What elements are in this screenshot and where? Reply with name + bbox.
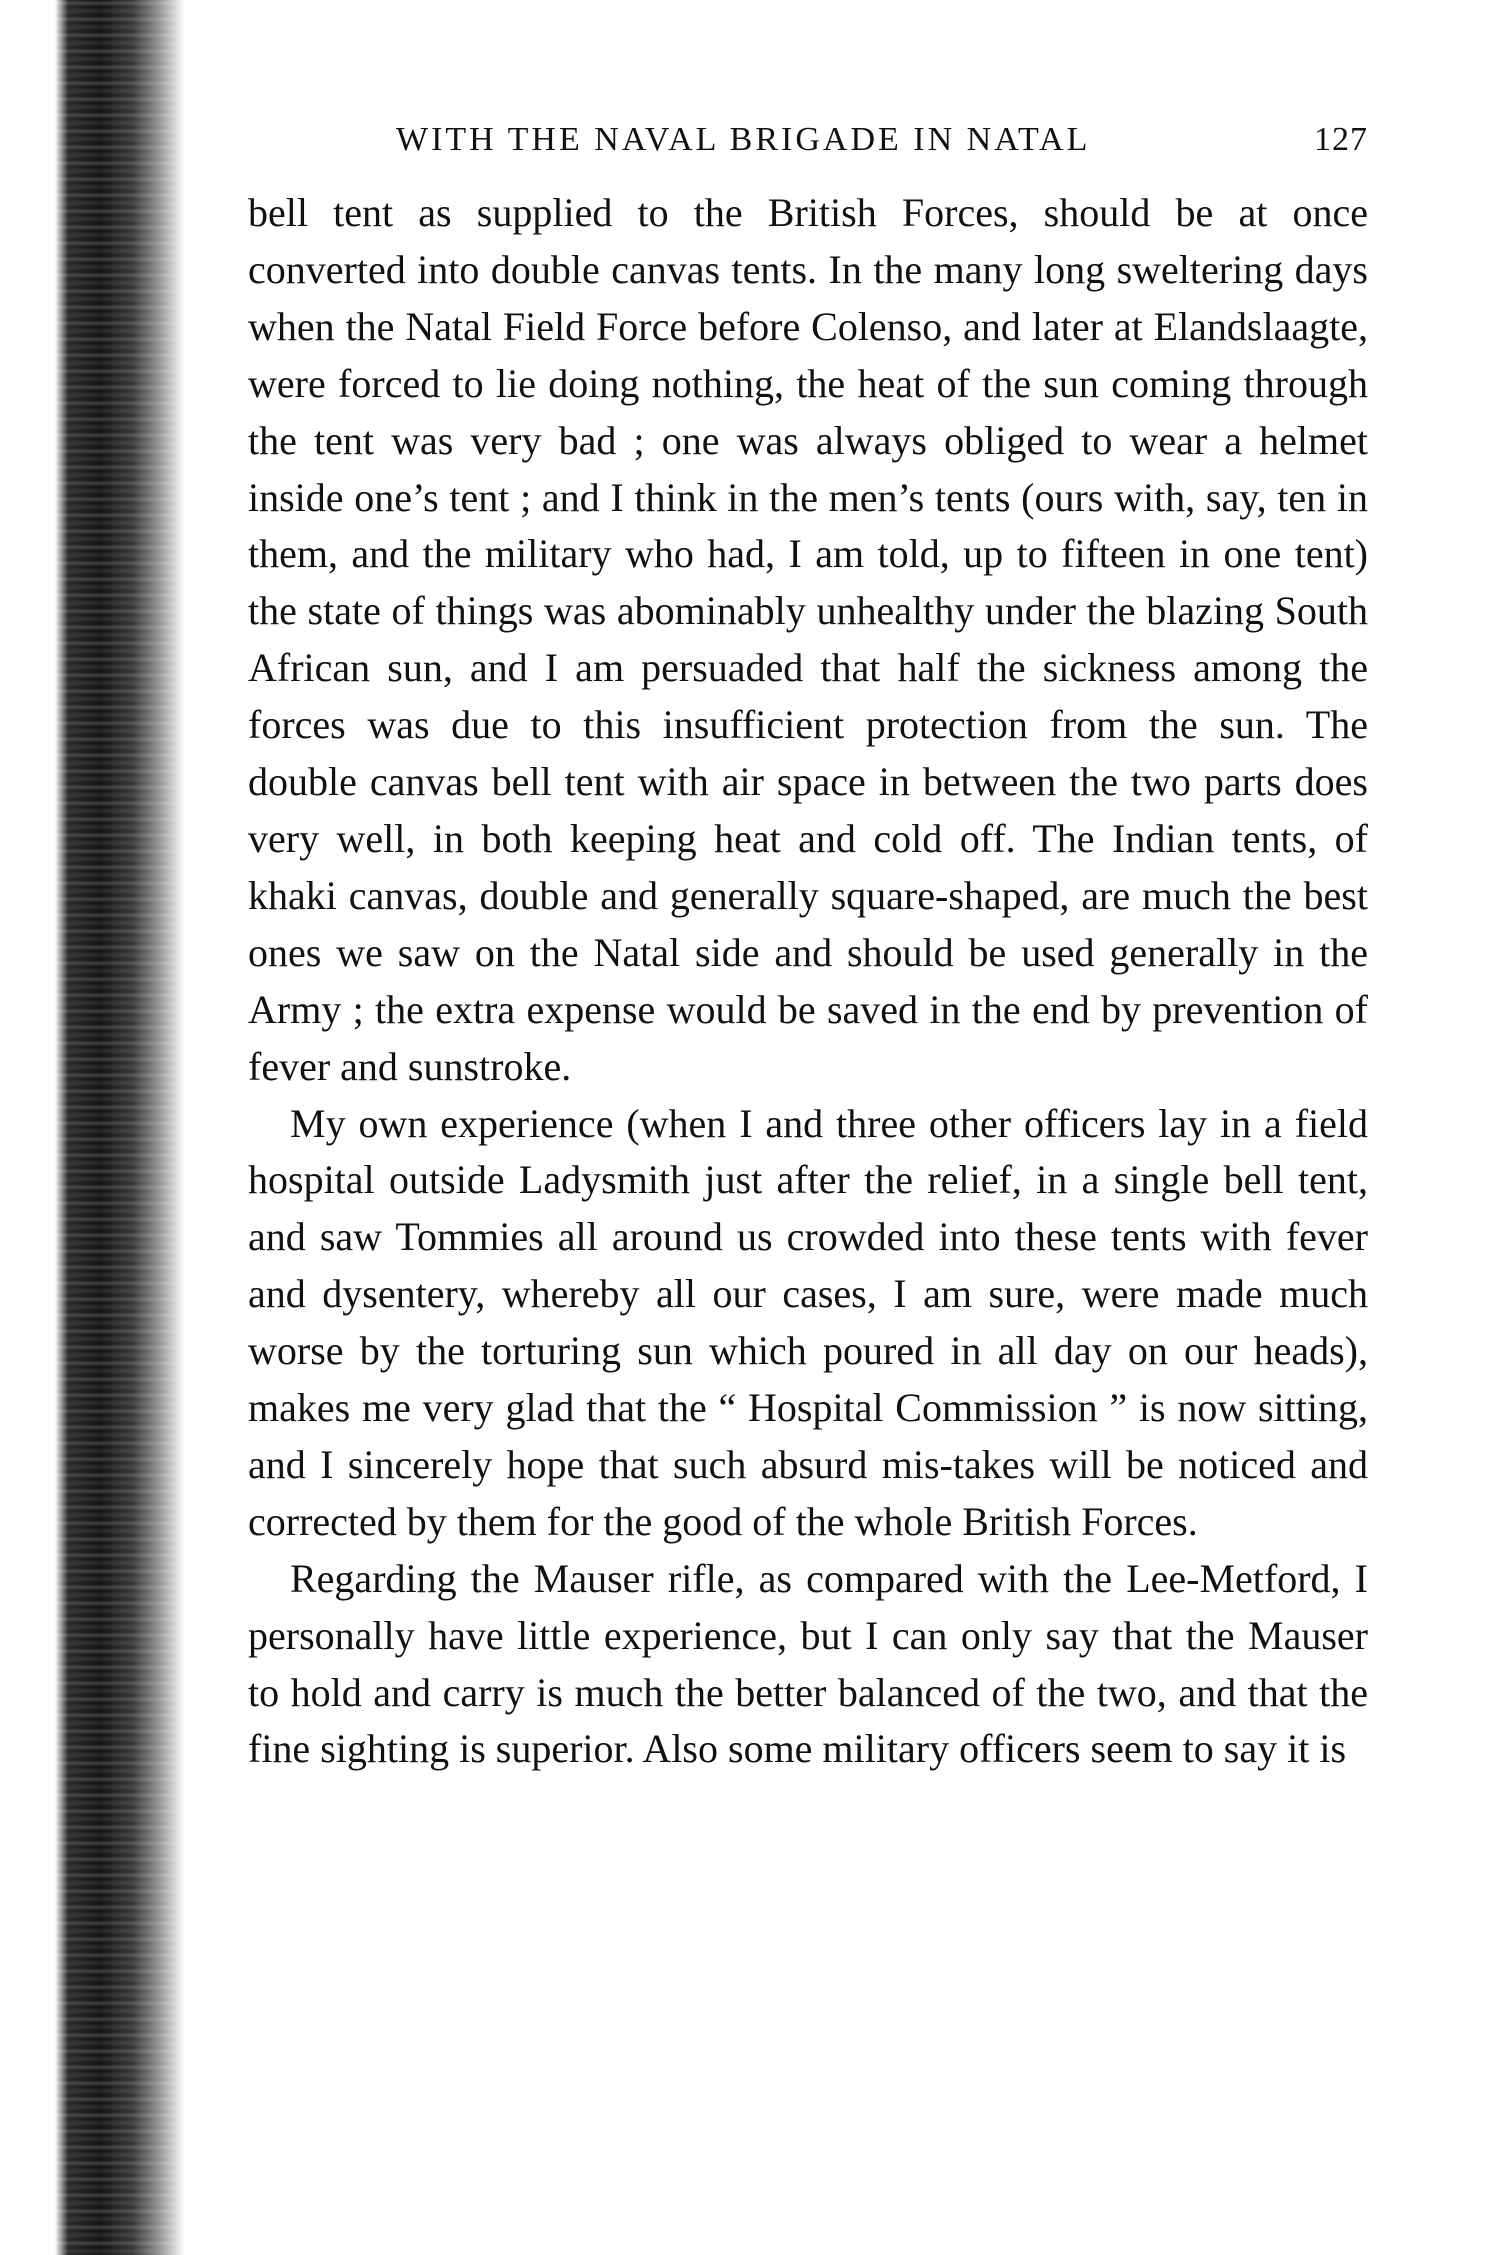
paragraph: Regarding the Mauser rifle, as compared with the Lee-Metford, I personally have little experience, but I can only say that the Mauser to hold and carry is much the better balanced of the two, and that the fine sighting is superior. Also some military officers seem to say it is xyxy=(248,1555,1368,1772)
paragraph: My own experience (when I and three other officers lay in a field hospital outside Ladysmith just after the relief, in a single bell tent, and saw Tommies all around us crowded into these tents with fever and dysentery, whereby all our cases, I am sure, were made much worse by the torturing sun which poured in all day on our heads), makes me very glad that the “ Hospital Commission ” is now sitting, and I sincerely hope that such absurd mis-takes will be noticed and corrected by them for the good of the whole British Forces. xyxy=(248,1100,1368,1544)
book-page xyxy=(248,110,1368,1778)
running-header xyxy=(248,110,1368,170)
body-text xyxy=(248,185,1368,1778)
scanned-binding-edge xyxy=(55,0,185,2255)
running-title: WITH THE NAVAL BRIGADE IN NATAL xyxy=(396,121,1091,158)
paragraph: bell tent as supplied to the British Forces, should be at once converted into double canvas tents. In the many long sweltering days when the Natal Field Force before Colenso, and later at Elandslaagte, were forced to lie doing nothing, the heat of the sun coming through the tent was very bad ; one was always obliged to wear a helmet inside one’s tent ; and I think in the men’s tents (ours with, say, ten in them, and the military who had, I am told, up to fifteen in one tent) the state of things was abominably unhealthy under the blazing South African sun, and I am persuaded that half the sickness among the forces was due to this insufficient protection from the sun. The double canvas bell tent with air space in between the two parts does very well, in both keeping heat and cold off. The Indian tents, of khaki canvas, double and generally square-shaped, are much the best ones we saw on the Natal side and should be used generally in the Army ; the extra expense would be saved in the end by prevention of fever and sunstroke. xyxy=(248,190,1368,1089)
page-number: 127 xyxy=(1314,121,1368,158)
